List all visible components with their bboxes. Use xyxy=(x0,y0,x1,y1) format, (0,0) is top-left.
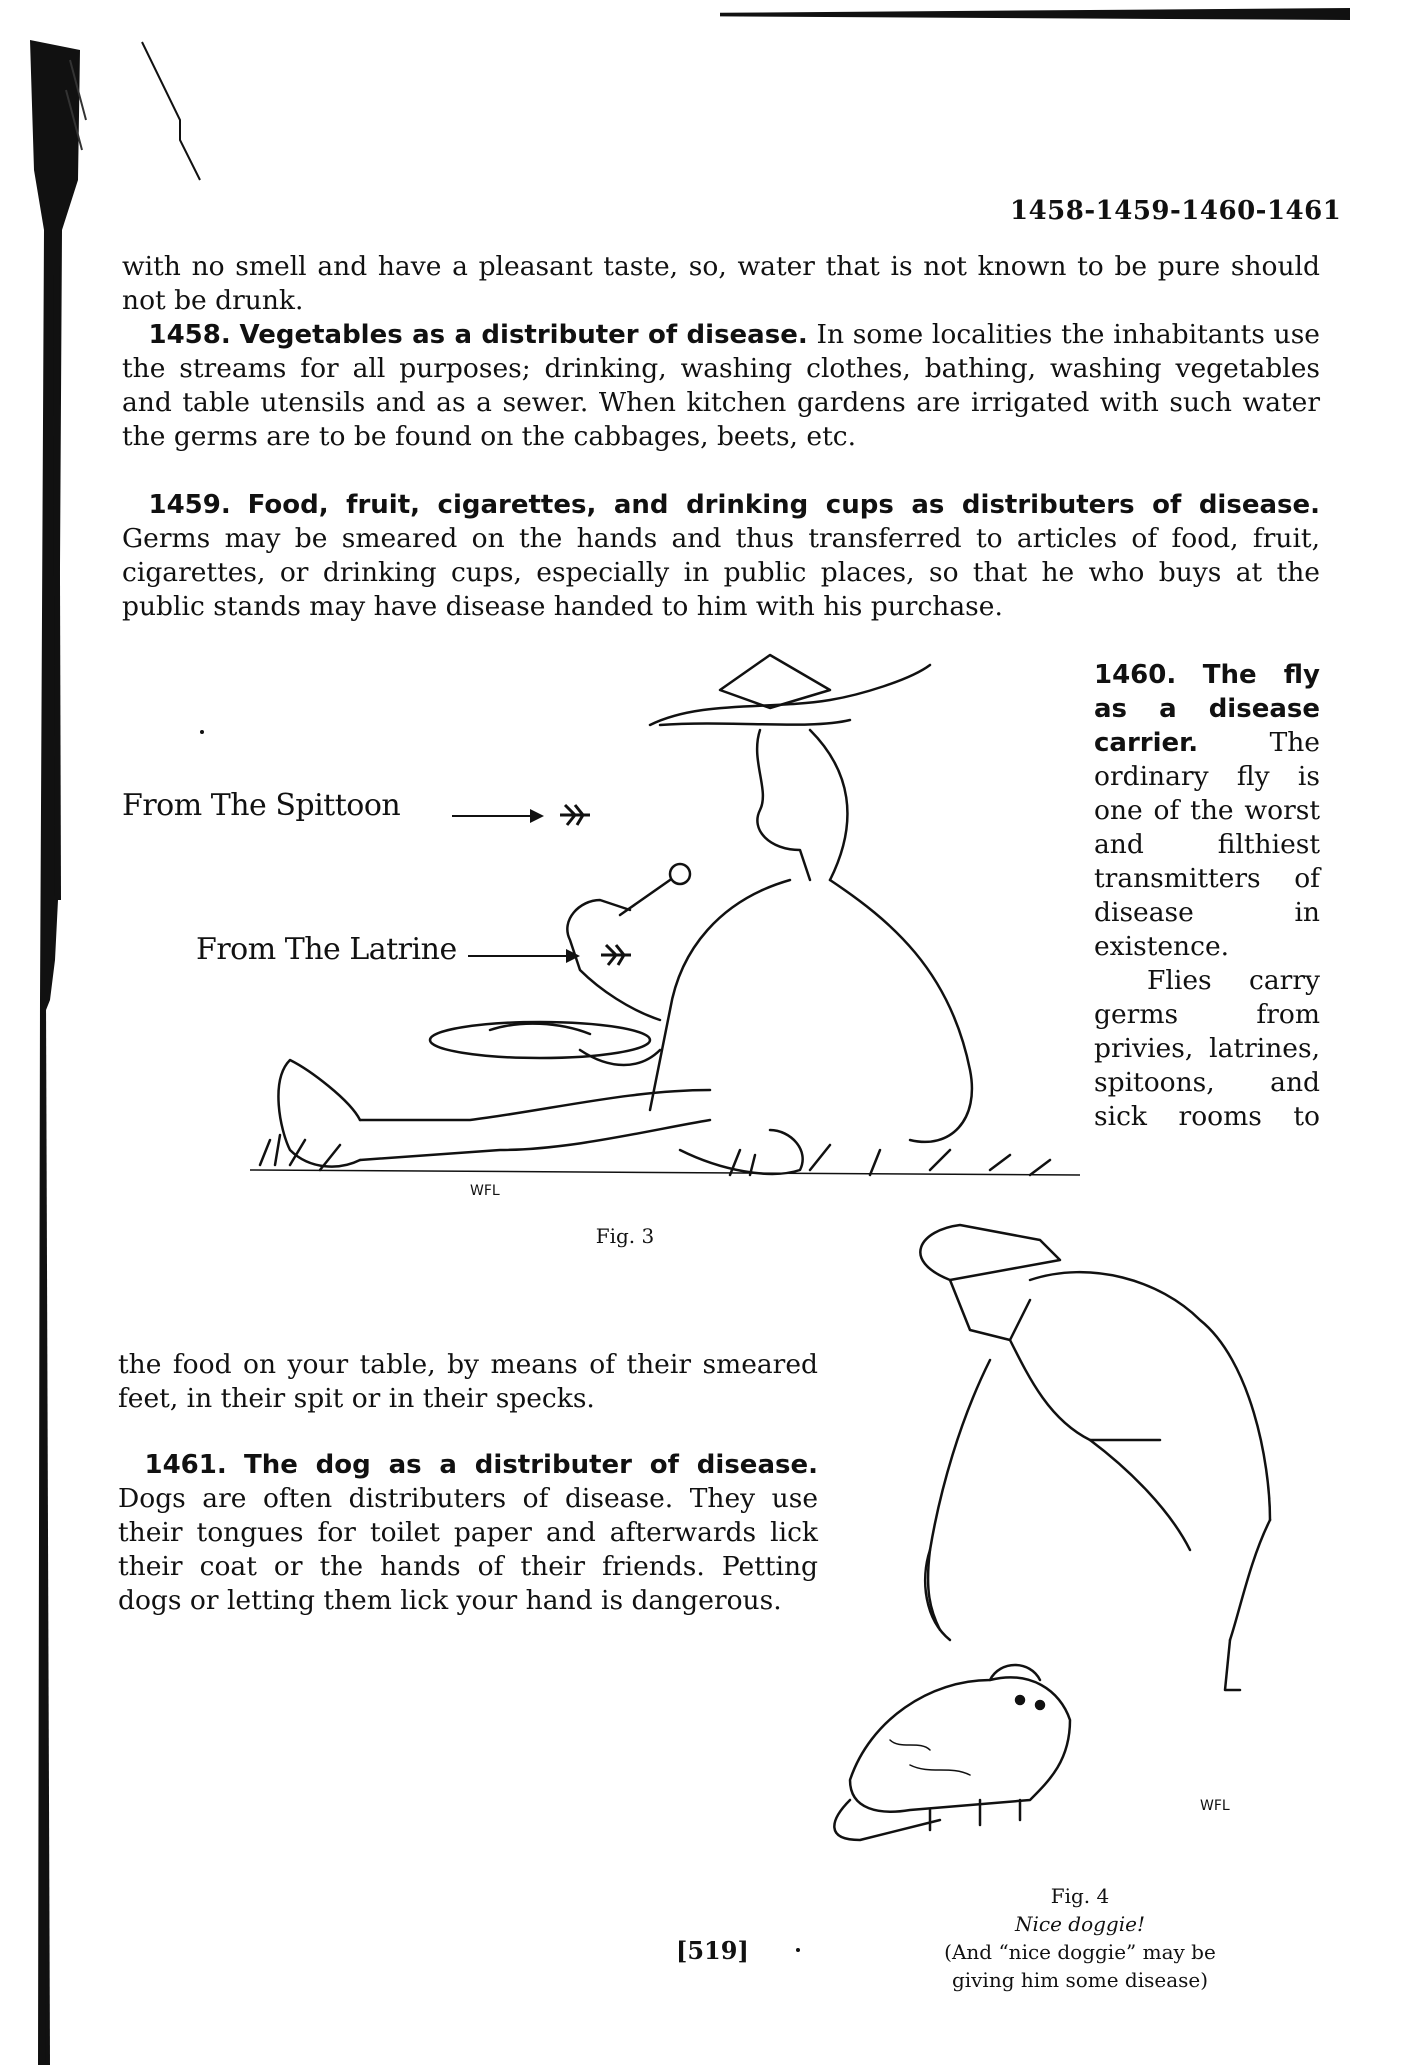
soldier-arm-right xyxy=(1230,1520,1270,1640)
para-body: Dogs are often distributers of disease. They use their tongues for toilet paper and afterwards lick their coat or the hands of their friends. Petting dogs or letting them lick your hand is dangerous. xyxy=(118,1483,818,1616)
para-title: The dog as a distributer of disease. xyxy=(243,1450,818,1480)
paragraph-1458 xyxy=(122,318,1320,454)
soldier-boot xyxy=(278,1060,360,1167)
soldier-boot-2 xyxy=(680,1130,803,1174)
soldier-leg xyxy=(360,1120,710,1160)
figure-3-illustration xyxy=(250,650,1080,1210)
para-number: 1461. xyxy=(144,1450,227,1480)
paragraph-1460-sidebar xyxy=(1094,658,1320,1134)
figure-4-caption-block xyxy=(940,1882,1220,1994)
dog-tail xyxy=(834,1800,940,1840)
continuation-paragraph: with no smell and have a pleasant taste, so, water that is not known to be pure should not be drunk. xyxy=(122,251,1320,316)
hat-brim xyxy=(650,665,930,725)
scan-speck xyxy=(200,730,204,734)
figure-4-illustration xyxy=(830,1220,1300,1880)
paragraph-1460-continuation: the food on your table, by means of their smeared feet, in their spit or in their specks. xyxy=(118,1349,818,1414)
figure-4-caption: Fig. 4 xyxy=(1050,1884,1110,1908)
top-rule xyxy=(720,8,1350,20)
dog-body xyxy=(850,1677,1070,1811)
scan-speck xyxy=(796,1948,800,1952)
para-title: Food, fruit, cigarettes, and drinking cups as distributers of disease. xyxy=(247,490,1320,520)
fly-icon xyxy=(596,940,636,970)
para-body: Germs may be smeared on the hands and thus transferred to articles of food, fruit, cigarettes, or drinking cups, especially in public places, so that he who buys at the public stands may have disease handed to him with his purchase. xyxy=(122,523,1320,622)
soldier-torso xyxy=(1090,1440,1190,1550)
figure-4-signature: WFL xyxy=(1200,1798,1230,1814)
soldier-torso xyxy=(830,880,972,1142)
para-number: 1460. xyxy=(1094,660,1177,690)
para-body: In some localities the inhabitants use the streams for all purposes; drinking, washing clothes, bathing, washing vegetables and table utensils and as a sewer. When kitchen gardens are irrigated with such water the germs are to be found on the cabbages, beets, etc. xyxy=(122,319,1320,452)
soldier-face xyxy=(950,1280,1030,1340)
para-title: The fly as a disease carrier. xyxy=(1094,660,1320,758)
figure-4-subtitle: Nice doggie! xyxy=(1014,1912,1145,1936)
figure-3-signature: WFL xyxy=(470,1183,500,1199)
soldier-back xyxy=(650,880,790,1110)
food-on-fork xyxy=(670,864,690,884)
figure-3-caption: Fig. 3 xyxy=(595,1224,655,1248)
soldier-face xyxy=(757,730,810,880)
arrow-latrine xyxy=(468,955,578,957)
label-from-latrine: From The Latrine xyxy=(196,932,457,967)
soldier-cap xyxy=(920,1225,1060,1280)
para-title: Vegetables as a distributer of disease. xyxy=(239,320,808,350)
para-body: The ordinary fly is one of the worst and filthiest transmitters of disease in existence. xyxy=(1094,727,1320,962)
para-number: 1459. xyxy=(148,490,231,520)
scan-binding-edge xyxy=(0,0,90,2065)
figure-4-note: (And “nice doggie” may be giving him some disease) xyxy=(944,1940,1216,1992)
soldier-arm-left xyxy=(928,1360,990,1630)
paragraph-1459 xyxy=(122,488,1320,624)
paragraph-1461 xyxy=(118,1448,818,1618)
para-number: 1458. xyxy=(148,320,231,350)
page-number: [519] xyxy=(676,1936,749,1965)
soldier-hat xyxy=(720,655,830,708)
soldier-back xyxy=(1030,1272,1270,1520)
soldier-chest xyxy=(1010,1340,1160,1440)
para-body-2: Flies carry germs from privies, latrines, spitoons, and sick rooms to xyxy=(1094,965,1320,1132)
label-from-spittoon: From The Spittoon xyxy=(122,788,401,823)
arrow-spittoon xyxy=(452,815,542,817)
soldier-head xyxy=(810,730,847,880)
fly-icon xyxy=(555,800,595,830)
plate xyxy=(430,1022,650,1058)
page-header-range: 1458-1459-1460-1461 xyxy=(1010,196,1342,226)
scan-mark xyxy=(140,40,220,190)
fork xyxy=(620,880,670,915)
